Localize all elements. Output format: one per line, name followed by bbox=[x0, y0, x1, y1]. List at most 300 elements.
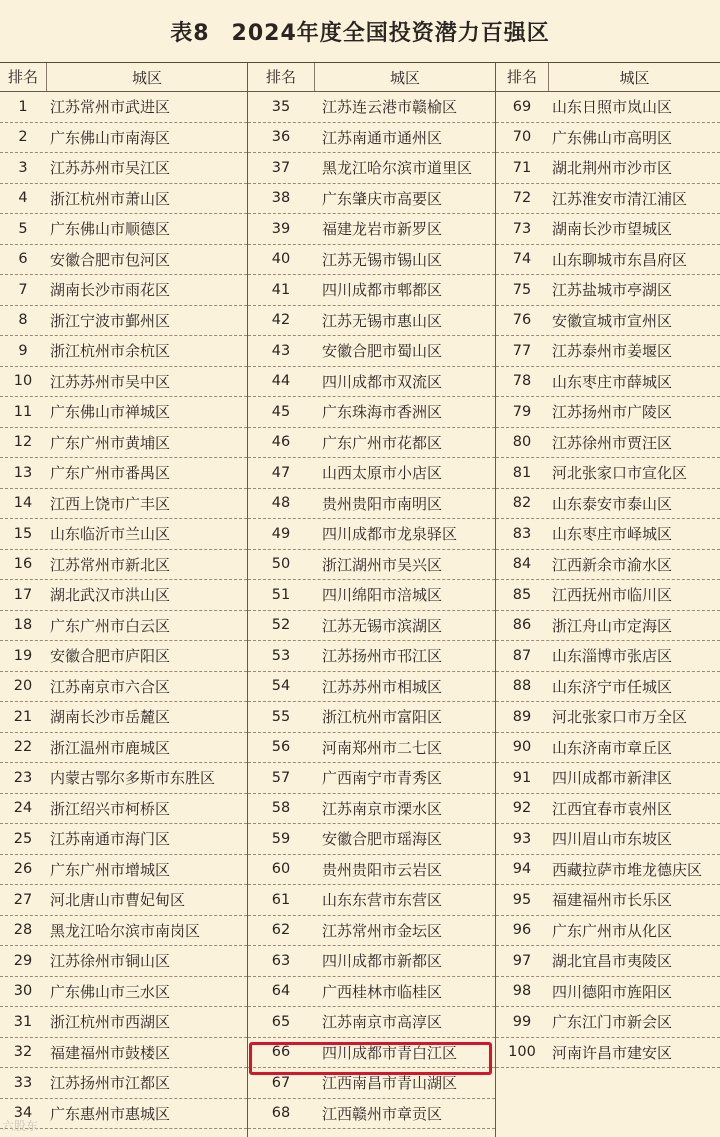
rank-cell: 12 bbox=[13, 434, 33, 451]
rank-cell: 39 bbox=[271, 220, 291, 237]
city-cell: 福建福州市长乐区 bbox=[552, 891, 673, 910]
city-cell: 浙江杭州市余杭区 bbox=[50, 342, 171, 361]
table-row bbox=[0, 184, 247, 215]
city-cell: 广东佛山市三水区 bbox=[50, 982, 171, 1001]
table-row bbox=[0, 916, 247, 947]
rank-cell: 82 bbox=[512, 495, 532, 512]
city-cell: 广东佛山市禅城区 bbox=[50, 403, 171, 422]
city-cell: 河南郑州市二七区 bbox=[322, 738, 443, 757]
city-cell: 山东聊城市东昌府区 bbox=[552, 250, 688, 269]
rank-cell: 62 bbox=[271, 922, 291, 939]
table-row bbox=[496, 214, 720, 245]
table-row bbox=[496, 702, 720, 733]
city-cell: 内蒙古鄂尔多斯市东胜区 bbox=[50, 769, 216, 788]
table-row bbox=[496, 275, 720, 306]
table-row bbox=[248, 916, 495, 947]
city-cell: 四川成都市新都区 bbox=[322, 952, 443, 971]
table-row bbox=[248, 733, 495, 764]
table-title-text: 2024年度全国投资潜力百强区 bbox=[231, 20, 550, 46]
table-row bbox=[0, 519, 247, 550]
rank-cell: 16 bbox=[13, 556, 33, 573]
rank-cell: 29 bbox=[13, 952, 33, 969]
rank-cell: 7 bbox=[18, 281, 28, 298]
table-row bbox=[248, 580, 495, 611]
rank-cell: 74 bbox=[512, 251, 532, 268]
rank-cell: 97 bbox=[512, 952, 532, 969]
rank-cell: 38 bbox=[271, 190, 291, 207]
city-cell: 广东佛山市南海区 bbox=[50, 128, 171, 147]
table-row bbox=[496, 794, 720, 825]
city-cell: 四川眉山市东坡区 bbox=[552, 830, 673, 849]
city-cell: 江苏徐州市铜山区 bbox=[50, 952, 171, 971]
rank-cell: 24 bbox=[13, 800, 33, 817]
header-city: 城区 bbox=[619, 68, 650, 87]
city-cell: 浙江杭州市富阳区 bbox=[322, 708, 443, 727]
rank-cell: 27 bbox=[13, 891, 33, 908]
rank-cell: 30 bbox=[13, 983, 33, 1000]
rank-cell: 63 bbox=[271, 952, 291, 969]
rank-cell: 1 bbox=[18, 98, 28, 115]
city-cell: 安徽宣城市宣州区 bbox=[552, 311, 673, 330]
city-cell: 西藏拉萨市堆龙德庆区 bbox=[552, 860, 703, 879]
city-cell: 江西新余市渝水区 bbox=[552, 555, 673, 574]
rank-cell: 86 bbox=[512, 617, 532, 634]
table-row bbox=[0, 672, 247, 703]
rank-cell: 44 bbox=[271, 373, 291, 390]
rank-cell: 52 bbox=[271, 617, 291, 634]
table-row bbox=[496, 153, 720, 184]
table-row bbox=[0, 397, 247, 428]
rank-cell: 28 bbox=[13, 922, 33, 939]
city-cell: 山东临沂市兰山区 bbox=[50, 525, 171, 544]
table-row bbox=[248, 763, 495, 794]
table-column-3 bbox=[496, 63, 720, 1137]
rank-cell: 60 bbox=[271, 861, 291, 878]
table-row bbox=[496, 367, 720, 398]
table-row bbox=[248, 1099, 495, 1130]
rank-cell: 83 bbox=[512, 525, 532, 542]
highlight-box bbox=[249, 1042, 492, 1075]
rank-cell: 84 bbox=[512, 556, 532, 573]
table-row bbox=[0, 92, 247, 123]
table-row bbox=[0, 1068, 247, 1099]
rank-cell: 36 bbox=[271, 129, 291, 146]
city-cell: 广东广州市番禺区 bbox=[50, 464, 171, 483]
city-cell: 江苏扬州市广陵区 bbox=[552, 403, 673, 422]
table-row bbox=[496, 763, 720, 794]
city-cell: 广东广州市黄埔区 bbox=[50, 433, 171, 452]
city-cell: 山西太原市小店区 bbox=[322, 464, 443, 483]
rank-cell: 70 bbox=[512, 129, 532, 146]
header-row bbox=[496, 63, 720, 92]
rank-cell: 6 bbox=[18, 251, 28, 268]
rank-cell: 31 bbox=[13, 1013, 33, 1030]
table-row bbox=[248, 123, 495, 154]
rank-cell: 68 bbox=[271, 1105, 291, 1122]
rank-cell: 88 bbox=[512, 678, 532, 695]
table-row bbox=[0, 550, 247, 581]
table-row bbox=[496, 855, 720, 886]
table-row bbox=[248, 946, 495, 977]
rank-cell: 91 bbox=[512, 769, 532, 786]
table-number: 表8 bbox=[170, 20, 210, 46]
table-row bbox=[248, 550, 495, 581]
table-row bbox=[0, 977, 247, 1008]
city-cell: 江苏扬州市邗江区 bbox=[322, 647, 443, 666]
city-cell: 江苏苏州市相城区 bbox=[322, 677, 443, 696]
rank-cell: 76 bbox=[512, 312, 532, 329]
city-cell: 浙江杭州市萧山区 bbox=[50, 189, 171, 208]
city-cell: 黑龙江哈尔滨市道里区 bbox=[322, 159, 473, 178]
rank-cell: 69 bbox=[512, 98, 532, 115]
header-row bbox=[248, 63, 495, 92]
city-cell: 河南许昌市建安区 bbox=[552, 1043, 673, 1062]
rank-cell: 55 bbox=[271, 708, 291, 725]
table-row bbox=[496, 519, 720, 550]
rank-cell: 18 bbox=[13, 617, 33, 634]
table-row bbox=[0, 214, 247, 245]
rank-cell: 50 bbox=[271, 556, 291, 573]
city-cell: 广西南宁市青秀区 bbox=[322, 769, 443, 788]
rank-cell: 93 bbox=[512, 830, 532, 847]
rank-cell: 32 bbox=[13, 1044, 33, 1061]
city-cell: 四川成都市郫都区 bbox=[322, 281, 443, 300]
rank-cell: 61 bbox=[271, 891, 291, 908]
city-cell: 广西桂林市临桂区 bbox=[322, 982, 443, 1001]
city-cell: 江苏淮安市清江浦区 bbox=[552, 189, 688, 208]
rank-cell: 42 bbox=[271, 312, 291, 329]
city-cell: 贵州贵阳市云岩区 bbox=[322, 860, 443, 879]
rank-cell: 51 bbox=[271, 586, 291, 603]
city-cell: 江苏南通市海门区 bbox=[50, 830, 171, 849]
table-row bbox=[0, 641, 247, 672]
rank-cell: 79 bbox=[512, 403, 532, 420]
rank-cell: 13 bbox=[13, 464, 33, 481]
city-cell: 广东肇庆市高要区 bbox=[322, 189, 443, 208]
rank-cell: 2 bbox=[18, 129, 28, 146]
rank-cell: 95 bbox=[512, 891, 532, 908]
rank-cell: 57 bbox=[271, 769, 291, 786]
city-cell: 四川成都市双流区 bbox=[322, 372, 443, 391]
rank-cell: 23 bbox=[13, 769, 33, 786]
rank-cell: 98 bbox=[512, 983, 532, 1000]
city-cell: 安徽合肥市瑶海区 bbox=[322, 830, 443, 849]
table-row bbox=[0, 733, 247, 764]
city-cell: 四川成都市龙泉驿区 bbox=[322, 525, 458, 544]
table-row bbox=[496, 245, 720, 276]
rank-cell: 72 bbox=[512, 190, 532, 207]
city-cell: 浙江温州市鹿城区 bbox=[50, 738, 171, 757]
rank-cell: 45 bbox=[271, 403, 291, 420]
rank-cell: 10 bbox=[13, 373, 33, 390]
city-cell: 江苏南京市高淳区 bbox=[322, 1013, 443, 1032]
table-row bbox=[248, 977, 495, 1008]
table-row bbox=[496, 306, 720, 337]
city-cell: 湖北荆州市沙市区 bbox=[552, 159, 673, 178]
table-row bbox=[248, 336, 495, 367]
rank-cell: 26 bbox=[13, 861, 33, 878]
ranking-table bbox=[0, 62, 720, 1137]
header-rank: 排名 bbox=[0, 63, 47, 91]
table-row bbox=[496, 336, 720, 367]
city-cell: 湖南长沙市望城区 bbox=[552, 220, 673, 239]
rank-cell: 54 bbox=[271, 678, 291, 695]
table-row bbox=[248, 306, 495, 337]
city-cell: 江西赣州市章贡区 bbox=[322, 1104, 443, 1123]
table-row bbox=[496, 885, 720, 916]
table-row bbox=[0, 580, 247, 611]
city-cell: 江苏苏州市吴江区 bbox=[50, 159, 171, 178]
rank-cell: 47 bbox=[271, 464, 291, 481]
city-cell: 江西宜春市袁州区 bbox=[552, 799, 673, 818]
table-row bbox=[248, 153, 495, 184]
header-city: 城区 bbox=[131, 68, 162, 87]
rank-cell: 3 bbox=[18, 159, 28, 176]
table-row bbox=[248, 214, 495, 245]
rank-cell: 40 bbox=[271, 251, 291, 268]
city-cell: 江苏无锡市锡山区 bbox=[322, 250, 443, 269]
table-title bbox=[0, 0, 720, 62]
rank-cell: 80 bbox=[512, 434, 532, 451]
city-cell: 山东枣庄市薛城区 bbox=[552, 372, 673, 391]
city-cell: 山东枣庄市峄城区 bbox=[552, 525, 673, 544]
table-row bbox=[0, 367, 247, 398]
table-row bbox=[496, 946, 720, 977]
table-row bbox=[248, 275, 495, 306]
rank-cell: 89 bbox=[512, 708, 532, 725]
table-row bbox=[0, 794, 247, 825]
rank-cell: 53 bbox=[271, 647, 291, 664]
table-column-1 bbox=[0, 63, 248, 1137]
table-row bbox=[496, 489, 720, 520]
city-cell: 湖南长沙市岳麓区 bbox=[50, 708, 171, 727]
rank-cell: 64 bbox=[271, 983, 291, 1000]
table-row bbox=[0, 1007, 247, 1038]
table-row bbox=[248, 397, 495, 428]
table-row bbox=[0, 153, 247, 184]
city-cell: 山东日照市岚山区 bbox=[552, 98, 673, 117]
city-cell: 广东广州市花都区 bbox=[322, 433, 443, 452]
city-cell: 江苏常州市武进区 bbox=[50, 98, 171, 117]
city-cell: 山东济南市章丘区 bbox=[552, 738, 673, 757]
city-cell: 浙江宁波市鄞州区 bbox=[50, 311, 171, 330]
table-row bbox=[0, 885, 247, 916]
rank-cell: 85 bbox=[512, 586, 532, 603]
rank-cell: 4 bbox=[18, 190, 28, 207]
rank-cell: 33 bbox=[13, 1074, 33, 1091]
rank-cell: 5 bbox=[18, 220, 28, 237]
rank-cell: 94 bbox=[512, 861, 532, 878]
rank-cell: 9 bbox=[18, 342, 28, 359]
table-row bbox=[248, 245, 495, 276]
table-row bbox=[496, 611, 720, 642]
table-row bbox=[248, 489, 495, 520]
table-row bbox=[496, 1099, 720, 1130]
rank-cell: 22 bbox=[13, 739, 33, 756]
city-cell: 广东佛山市高明区 bbox=[552, 128, 673, 147]
table-row bbox=[248, 611, 495, 642]
table-row bbox=[0, 702, 247, 733]
rank-cell: 15 bbox=[13, 525, 33, 542]
rank-cell: 90 bbox=[512, 739, 532, 756]
city-cell: 江苏常州市金坛区 bbox=[322, 921, 443, 940]
rank-cell: 35 bbox=[271, 98, 291, 115]
table-row bbox=[248, 184, 495, 215]
table-row bbox=[0, 428, 247, 459]
rank-cell: 96 bbox=[512, 922, 532, 939]
table-row bbox=[248, 428, 495, 459]
city-cell: 江西上饶市广丰区 bbox=[50, 494, 171, 513]
rank-cell: 14 bbox=[13, 495, 33, 512]
city-cell: 山东泰安市泰山区 bbox=[552, 494, 673, 513]
rank-cell: 17 bbox=[13, 586, 33, 603]
table-row bbox=[248, 885, 495, 916]
city-cell: 安徽合肥市庐阳区 bbox=[50, 647, 171, 666]
city-cell: 江西抚州市临川区 bbox=[552, 586, 673, 605]
table-row bbox=[248, 702, 495, 733]
table-row bbox=[496, 550, 720, 581]
table-row bbox=[0, 1038, 247, 1069]
rank-cell: 75 bbox=[512, 281, 532, 298]
city-cell: 广东广州市增城区 bbox=[50, 860, 171, 879]
rank-cell: 67 bbox=[271, 1074, 291, 1091]
city-cell: 江苏南通市通州区 bbox=[322, 128, 443, 147]
city-cell: 江苏苏州市吴中区 bbox=[50, 372, 171, 391]
rank-cell: 100 bbox=[508, 1044, 536, 1061]
table-row bbox=[496, 672, 720, 703]
city-cell: 河北唐山市曹妃甸区 bbox=[50, 891, 186, 910]
rank-cell: 65 bbox=[271, 1013, 291, 1030]
rank-cell: 92 bbox=[512, 800, 532, 817]
rank-cell: 20 bbox=[13, 678, 33, 695]
city-cell: 河北张家口市宣化区 bbox=[552, 464, 688, 483]
rank-cell: 46 bbox=[271, 434, 291, 451]
rank-cell: 25 bbox=[13, 830, 33, 847]
table-row bbox=[496, 1068, 720, 1099]
city-cell: 广东惠州市惠城区 bbox=[50, 1104, 171, 1123]
table-row bbox=[496, 92, 720, 123]
table-row bbox=[0, 946, 247, 977]
table-row bbox=[496, 428, 720, 459]
rank-cell: 11 bbox=[13, 403, 33, 420]
city-cell: 山东淄博市张店区 bbox=[552, 647, 673, 666]
rank-cell: 49 bbox=[271, 525, 291, 542]
city-cell: 湖北宜昌市夷陵区 bbox=[552, 952, 673, 971]
city-cell: 广东珠海市香洲区 bbox=[322, 403, 443, 422]
city-cell: 福建龙岩市新罗区 bbox=[322, 220, 443, 239]
table-column-2 bbox=[248, 63, 496, 1137]
rank-cell: 77 bbox=[512, 342, 532, 359]
table-row bbox=[0, 275, 247, 306]
city-cell: 黑龙江哈尔滨市南岗区 bbox=[50, 921, 201, 940]
header-rank: 排名 bbox=[248, 63, 315, 91]
rank-cell: 8 bbox=[18, 312, 28, 329]
table-row bbox=[248, 855, 495, 886]
table-row bbox=[496, 397, 720, 428]
table-row bbox=[496, 977, 720, 1008]
city-cell: 四川德阳市旌阳区 bbox=[552, 982, 673, 1001]
header-row bbox=[0, 63, 247, 92]
table-row bbox=[248, 92, 495, 123]
city-cell: 江苏徐州市贾汪区 bbox=[552, 433, 673, 452]
rank-cell: 99 bbox=[512, 1013, 532, 1030]
header-rank: 排名 bbox=[496, 63, 549, 91]
table-row bbox=[0, 336, 247, 367]
city-cell: 广东佛山市顺德区 bbox=[50, 220, 171, 239]
table-row bbox=[248, 824, 495, 855]
header-city: 城区 bbox=[389, 68, 420, 87]
city-cell: 广东广州市白云区 bbox=[50, 616, 171, 635]
table-row bbox=[496, 1038, 720, 1069]
rank-cell: 21 bbox=[13, 708, 33, 725]
city-cell: 江苏无锡市惠山区 bbox=[322, 311, 443, 330]
table-row bbox=[496, 184, 720, 215]
city-cell: 山东济宁市任城区 bbox=[552, 677, 673, 696]
city-cell: 湖南长沙市雨花区 bbox=[50, 281, 171, 300]
rank-cell: 34 bbox=[13, 1105, 33, 1122]
city-cell: 山东东营市东营区 bbox=[322, 891, 443, 910]
rank-cell: 43 bbox=[271, 342, 291, 359]
table-row bbox=[248, 458, 495, 489]
watermark: 六股东 bbox=[2, 1119, 39, 1133]
rank-cell: 58 bbox=[271, 800, 291, 817]
city-cell: 安徽合肥市包河区 bbox=[50, 250, 171, 269]
city-cell: 浙江杭州市西湖区 bbox=[50, 1013, 171, 1032]
table-row bbox=[248, 367, 495, 398]
table-row bbox=[496, 916, 720, 947]
rank-cell: 78 bbox=[512, 373, 532, 390]
city-cell: 江苏连云港市赣榆区 bbox=[322, 98, 458, 117]
table-row bbox=[0, 855, 247, 886]
rank-cell: 71 bbox=[512, 159, 532, 176]
rank-cell: 19 bbox=[13, 647, 33, 664]
city-cell: 河北张家口市万全区 bbox=[552, 708, 688, 727]
city-cell: 四川绵阳市涪城区 bbox=[322, 586, 443, 605]
city-cell: 广东江门市新会区 bbox=[552, 1013, 673, 1032]
table-row bbox=[496, 1007, 720, 1038]
table-row bbox=[496, 641, 720, 672]
city-cell: 湖北武汉市洪山区 bbox=[50, 586, 171, 605]
city-cell: 福建福州市鼓楼区 bbox=[50, 1043, 171, 1062]
city-cell: 江苏无锡市滨湖区 bbox=[322, 616, 443, 635]
table-row bbox=[496, 458, 720, 489]
city-cell: 贵州贵阳市南明区 bbox=[322, 494, 443, 513]
city-cell: 江西南昌市青山湖区 bbox=[322, 1074, 458, 1093]
rank-cell: 48 bbox=[271, 495, 291, 512]
rank-cell: 41 bbox=[271, 281, 291, 298]
city-cell: 江苏南京市六合区 bbox=[50, 677, 171, 696]
table-row bbox=[0, 306, 247, 337]
rank-cell: 81 bbox=[512, 464, 532, 481]
table-row bbox=[248, 519, 495, 550]
city-cell: 江苏盐城市亭湖区 bbox=[552, 281, 673, 300]
city-cell: 江苏常州市新北区 bbox=[50, 555, 171, 574]
table-row bbox=[248, 641, 495, 672]
rank-cell: 37 bbox=[271, 159, 291, 176]
table-row bbox=[496, 580, 720, 611]
table-row bbox=[0, 824, 247, 855]
table-row bbox=[496, 733, 720, 764]
city-cell: 四川成都市青白江区 bbox=[322, 1043, 458, 1062]
table-row bbox=[0, 611, 247, 642]
city-cell: 江苏扬州市江都区 bbox=[50, 1074, 171, 1093]
rank-cell: 66 bbox=[271, 1044, 291, 1061]
city-cell: 浙江舟山市定海区 bbox=[552, 616, 673, 635]
table-row bbox=[496, 123, 720, 154]
rank-cell: 87 bbox=[512, 647, 532, 664]
table-row bbox=[248, 794, 495, 825]
table-row bbox=[0, 458, 247, 489]
